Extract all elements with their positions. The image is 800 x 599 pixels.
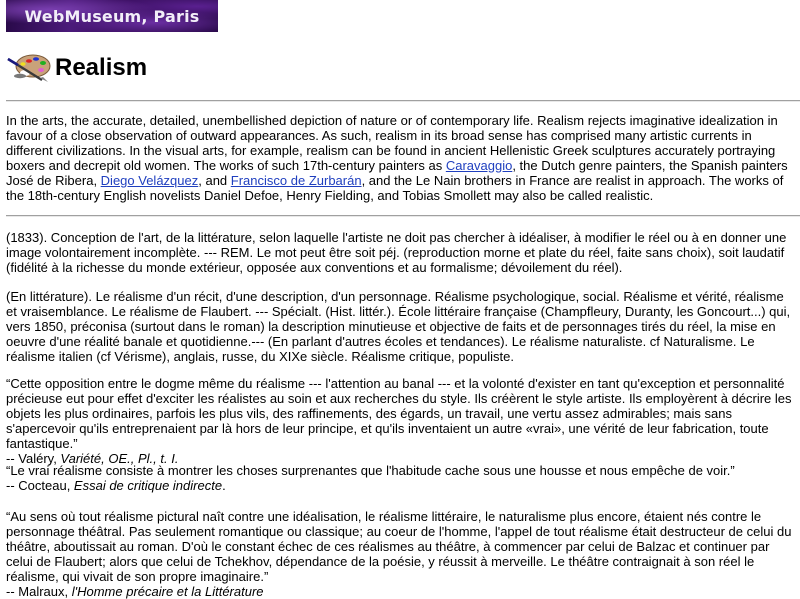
- intro-paragraph: [6, 113, 798, 203]
- quote-attribution: [6, 584, 798, 599]
- quote-attribution: [6, 478, 798, 493]
- banner-logo-text: WebMuseum, Paris: [24, 6, 200, 26]
- intro-text: , the Dutch genre painters, the Spanish painters José de Ribera,: [6, 158, 788, 188]
- definition-paragraph-2: (En littérature). Le réalisme d'un récit, d'une description, d'un personnage. Réalisme psychologique, social. Réalisme et vérité, réalisme et vraisemblance. Le réalisme de Flaubert. --- Spécialt. (Hist. littér.). École littéraire française (Champfleury, Duranty, les Goncourt...) qui, vers 1850, préconisa (surtout dans le roman) la description minutieuse et objective de faits et de personnages tirés du réel, la mise en oeuvre d'une réalité banale et quotidienne.--- (En parlant d'autres écoles et tendances). Le réalisme naturaliste. cf Naturalisme. Le réalisme italien (cf Vérisme), anglais, russe, du XIXe siècle. Réalisme critique, populiste.: [6, 289, 791, 364]
- link-diego-velazquez[interactable]: Diego Velázquez: [100, 173, 199, 188]
- quote-text: “Au sens où tout réalisme pictural naît contre une idéalisation, le réalisme littéraire, le naturalisme plus encore, étaient nés contre le personnage théâtral. Pas seulement romantique ou classique; au coeur de l'homme, l'appel de tout réalisme était destructeur de celui du théâtre, aboutissait au roman. D'où le constant échec de ces réalismes au théâtre, à commencer par celui de Balzac et continuer par celui de Flaubert; alors que celui de Tchekhov, dépendance de la poésie, y réussit à merveille. Le théâtre contraignait à son réel le réalisme, qui vivait de son propre imaginaire.”: [6, 509, 792, 584]
- quote-cocteau: [6, 463, 798, 493]
- quote-malraux: [6, 509, 798, 599]
- page-header: [6, 50, 147, 86]
- intro-text: In the arts, the accurate, detailed, unembellished depiction of nature or of contemporary life. Realism rejects imaginative idealization in favour of a close observation of outward appearances. As such, realism in its broad sense has comprised many artistic currents in different civilizations. In the visual arts, for example, realism can be found in ancient Hellenistic Greek sculptures accurately portraying boxers and decrepit old women. The works of such 17th-century painters as: [6, 113, 778, 173]
- intro-text: , and: [198, 173, 231, 188]
- intro-text: , and the Le Nain brothers in France are realist in approach. The works of the 18th-century English novelists Daniel Defoe, Henry Fielding, and Tobias Smollett may also be called realistic.: [6, 173, 784, 203]
- divider: [6, 215, 800, 217]
- webmuseum-banner[interactable]: [6, 0, 218, 32]
- link-caravaggio[interactable]: Caravaggio: [445, 158, 513, 173]
- quote-author: -- Valéry,: [6, 451, 61, 466]
- palette-icon: [6, 53, 52, 83]
- quote-work-title: Essai de critique indirecte: [73, 478, 223, 493]
- quote-valery: [6, 376, 798, 466]
- definition-paragraph-1: (1833). Conception de l'art, de la littérature, selon laquelle l'artiste ne doit pas chercher à idéaliser, à modifier le réel ou à en donner une image volontairement incomplète. --- REM. Le mot peut être soit péj. (reproduction morne et plate du réel, faite sans choix), soit laudatif (fidélité à la richesse du monde extérieur, opposée aux conventions et au formalisme; dévoilement du réel).: [6, 230, 787, 275]
- quote-work-title: Variété, OE., Pl., t. I.: [60, 451, 179, 466]
- quote-text: “Cette opposition entre le dogme même du réalisme --- l'attention au banal --- et la volonté d'exister en tant qu'exception et personnalité précieuse eut pour effet d'exciter les réalistes au soin et aux recherches du style. Ils créèrent le style artiste. Ils employèrent à décrire les objets les plus ordinaires, parfois les plus vils, des raffinements, des égards, un travail, une vertu assez admirables; mais sans s'apercevoir qu'ils entreprenaient par là hors de leur principe, et qu'ils inventaient un autre «vrai», une vérité de leur fabrication, toute fantastique.”: [6, 376, 792, 451]
- quote-work-title: l'Homme précaire et la Littérature: [71, 584, 264, 599]
- quote-author: -- Cocteau,: [6, 478, 74, 493]
- quote-suffix: .: [222, 478, 226, 493]
- quote-text: “Le vrai réalisme consiste à montrer les choses surprenantes que l'habitude cache sous une housse et nous empêche de voir.”: [6, 463, 735, 478]
- divider: [6, 100, 800, 102]
- quote-author: -- Malraux,: [6, 584, 72, 599]
- link-francisco-de-zurbaran[interactable]: Francisco de Zurbarán: [230, 173, 362, 188]
- page-title: Realism: [55, 54, 148, 81]
